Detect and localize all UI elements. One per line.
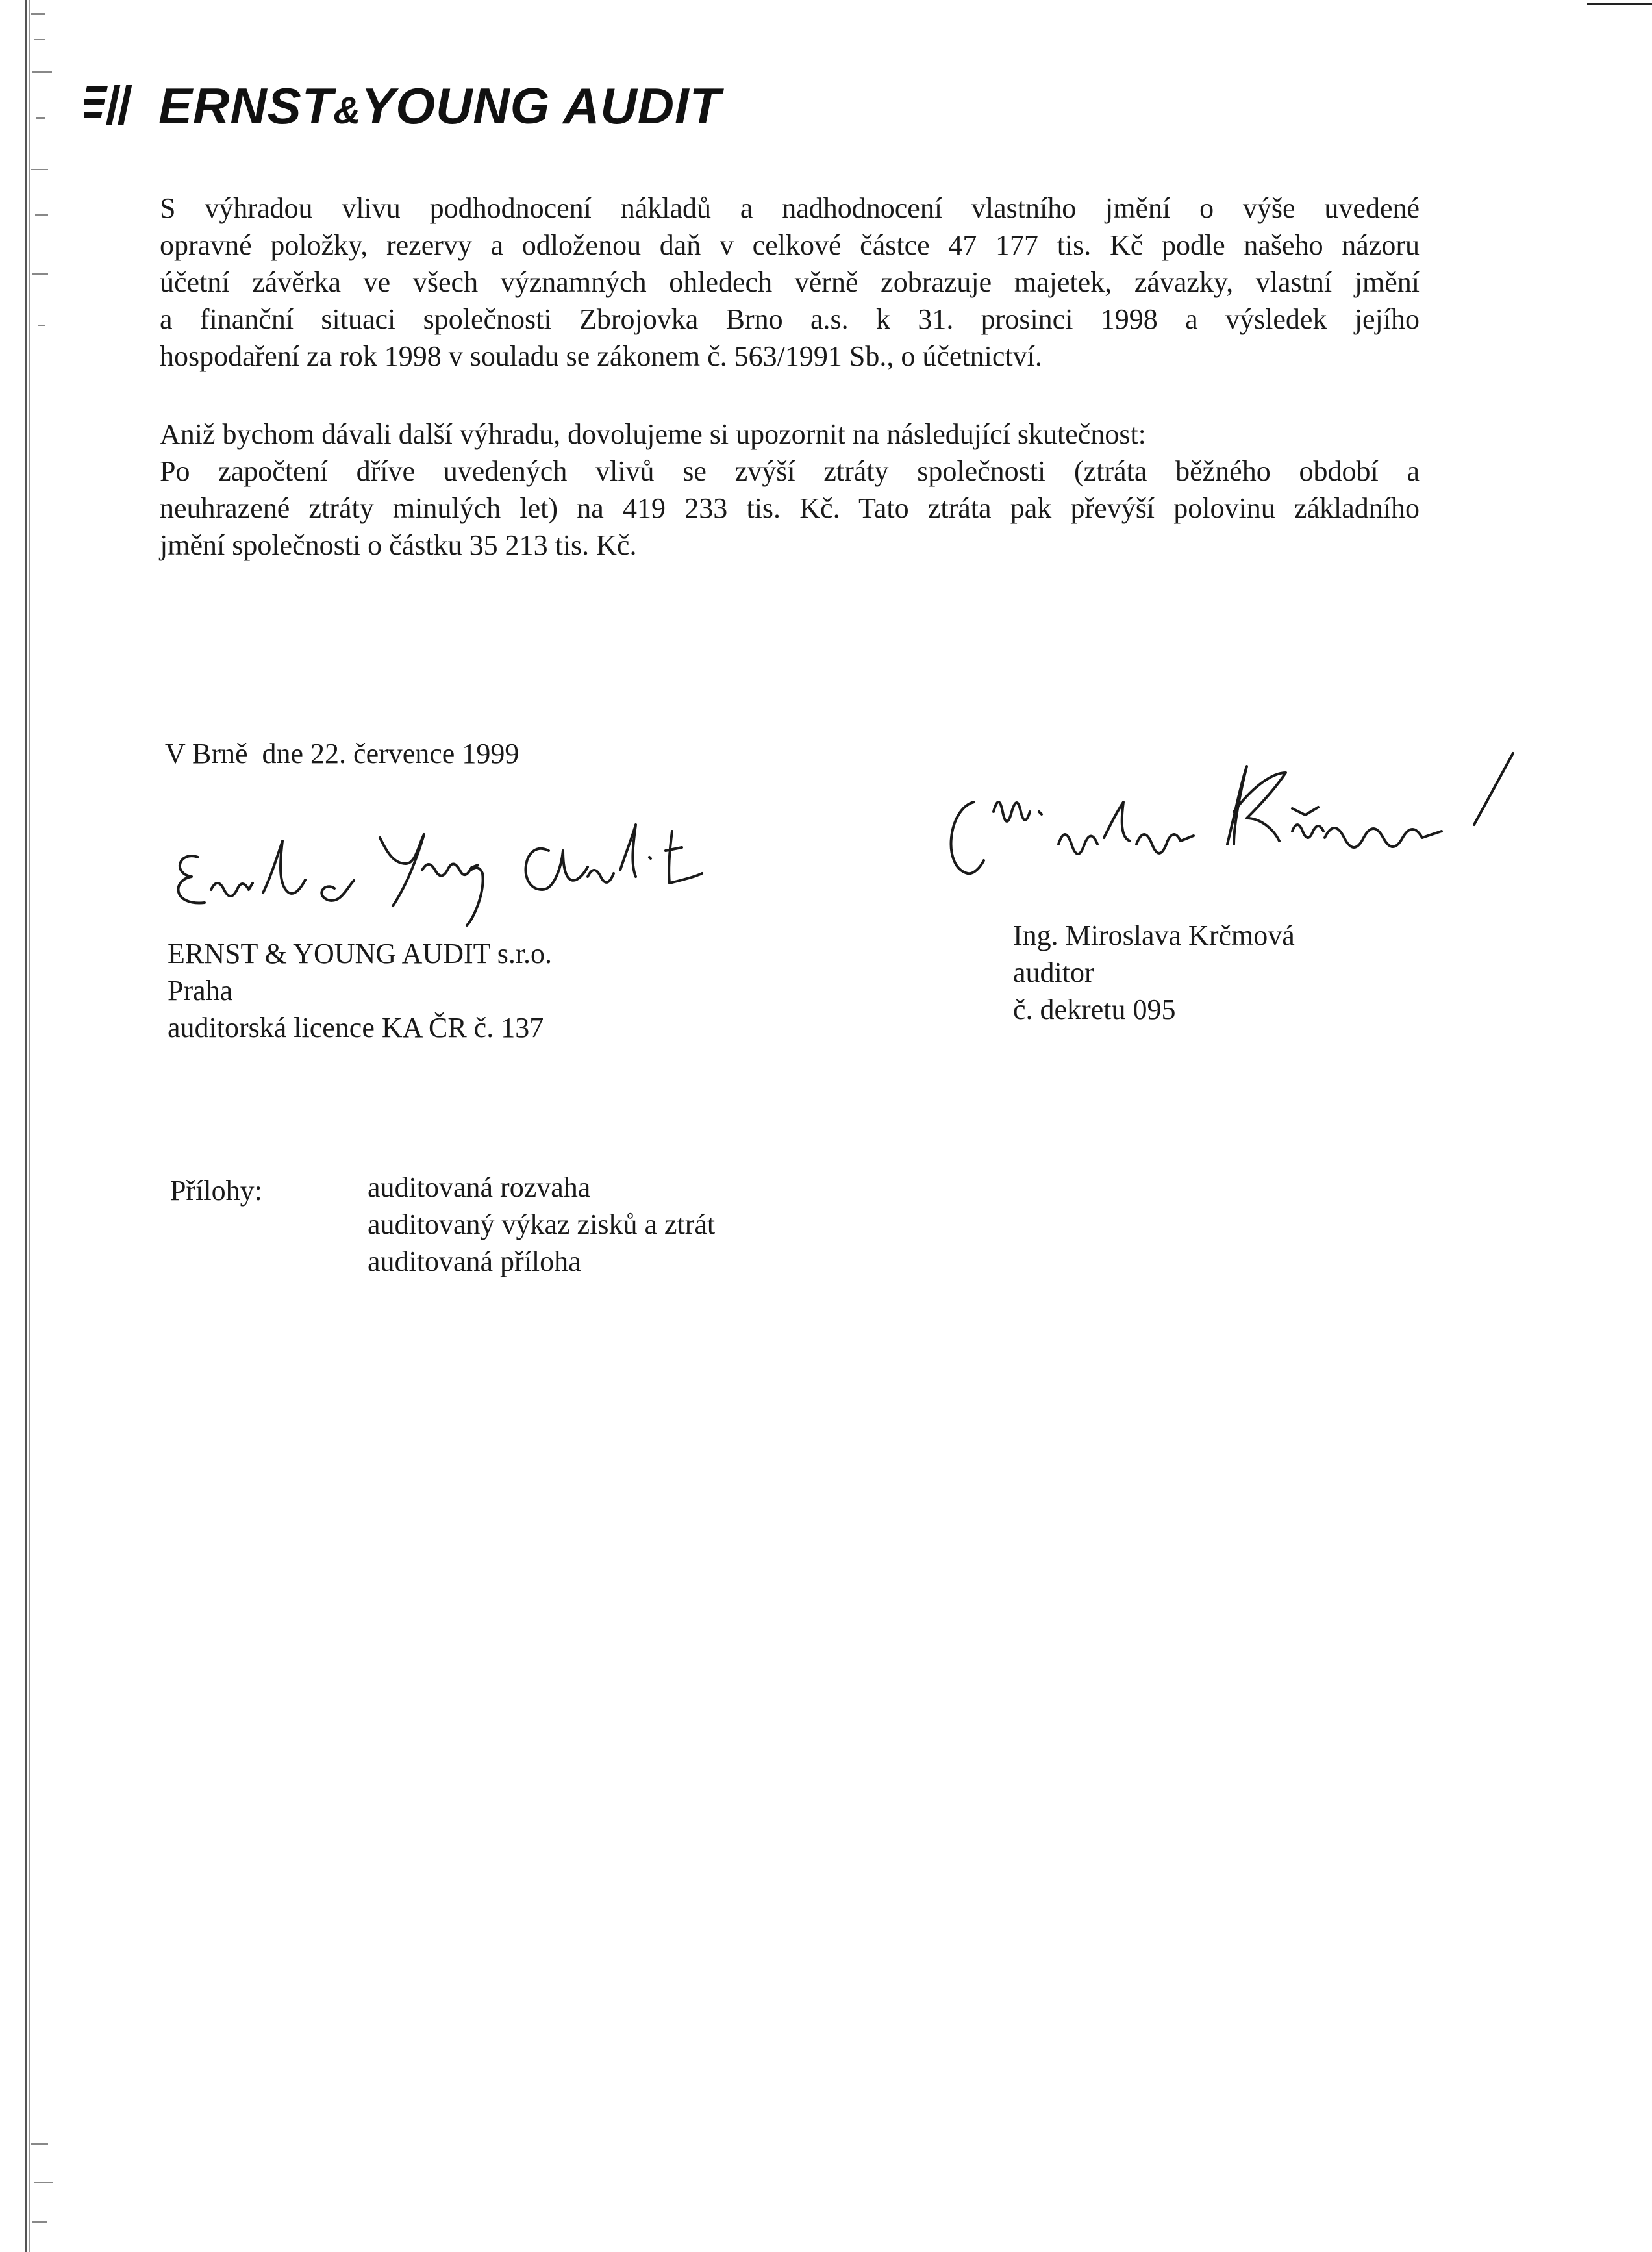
paragraph-line: Po započtení dříve uvedených vlivů se zvýší ztráty společnosti (ztráta běžného období a — [160, 455, 1420, 487]
corner-scan-line — [1587, 0, 1652, 9]
paragraph-line: hospodaření za rok 1998 v souladu se zákonem č. 563/1991 Sb., o účetnictví. — [160, 340, 1042, 372]
logo-ernst: ERNST — [158, 77, 334, 134]
logo-young: YOUNG — [361, 77, 551, 134]
company-logo — [84, 77, 721, 135]
auditor-decree: č. dekretu 095 — [1013, 994, 1176, 1025]
paragraph-line: Aniž bychom dávali další výhradu, dovolujeme si upozornit na následující skutečnost: — [160, 418, 1146, 450]
logo-audit: AUDIT — [563, 77, 721, 134]
firm-signature-block — [168, 935, 552, 1046]
paragraph-line: a finanční situaci společnosti Zbrojovka Brno a.s. k 31. prosinci 1998 a výsledek jejího — [160, 303, 1420, 335]
firm-name-suffix: s.r.o. — [497, 938, 553, 970]
attachment-item: auditovaná příloha — [368, 1245, 581, 1277]
paragraph-line: S výhradou vlivu podhodnocení nákladů a nadhodnocení vlastního jmění o výše uvedené — [160, 192, 1420, 224]
paragraph-line: opravné položky, rezervy a odloženou daň v celkové částce 47 177 tis. Kč podle našeho názoru — [160, 229, 1420, 261]
auditor-signature — [929, 740, 1565, 890]
scan-edge-noise — [0, 0, 78, 2252]
firm-name-ernst: ERNST — [168, 938, 258, 970]
attachments-label: Přílohy: — [170, 1175, 262, 1207]
firm-name-line — [168, 935, 552, 972]
auditor-name: Ing. Miroslava Krčmová — [1013, 920, 1295, 951]
auditor-role: auditor — [1013, 957, 1094, 988]
firm-license: auditorská licence KA ČR č. 137 — [168, 1012, 544, 1044]
firm-signature — [166, 812, 750, 929]
attachment-item: auditovaná rozvaha — [368, 1171, 591, 1203]
ernst-young-logo-mark-icon — [84, 80, 143, 132]
firm-name-young: YOUNG — [293, 938, 397, 970]
logo-amp: & — [333, 90, 362, 132]
opinion-paragraph — [160, 190, 1420, 375]
attachments-list — [368, 1169, 715, 1280]
date-line: V Brně dne 22. července 1999 — [165, 738, 519, 769]
emphasis-paragraph — [160, 416, 1420, 564]
firm-city: Praha — [168, 975, 233, 1007]
paragraph-line: neuhrazené ztráty minulých let) na 419 233 tis. Kč. Tato ztráta pak převýší polovinu základního — [160, 492, 1420, 524]
firm-name-amp: & — [264, 938, 287, 970]
paragraph-line: jmění společnosti o částku 35 213 tis. Kč. — [160, 529, 637, 561]
logo-wordmark — [158, 77, 721, 134]
auditor-signature-block — [1013, 917, 1295, 1028]
firm-name-audit: AUDIT — [401, 938, 490, 970]
attachment-item: auditovaný výkaz zisků a ztrát — [368, 1208, 716, 1240]
paragraph-line: účetní závěrka ve všech významných ohledech věrně zobrazuje majetek, závazky, vlastní jmění — [160, 266, 1420, 298]
